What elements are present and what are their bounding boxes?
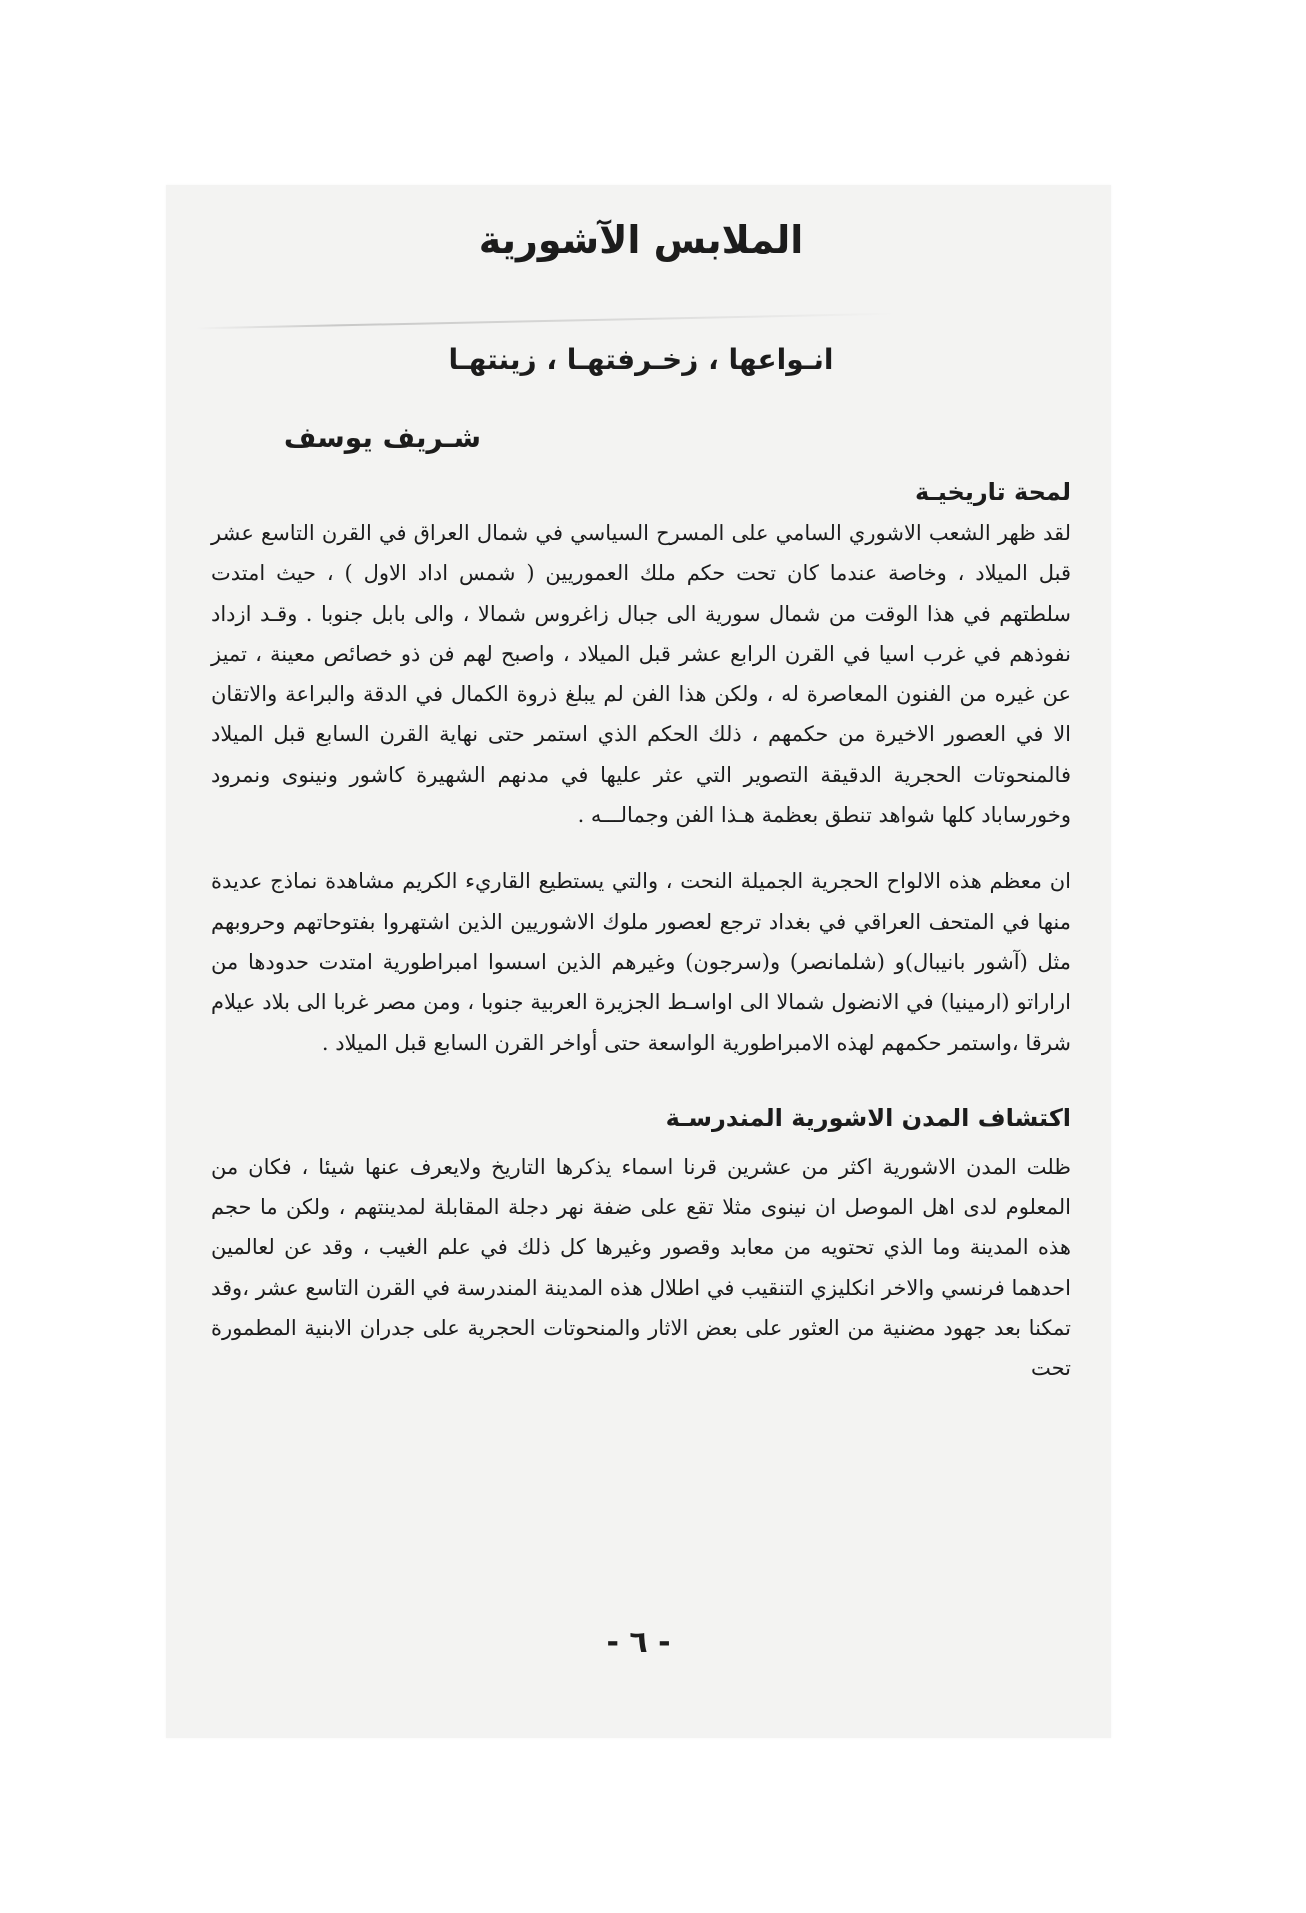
page-number: - ٦ - bbox=[606, 1625, 671, 1660]
paragraph: ان معظم هذه الالواح الحجرية الجميلة النحت ، والتي يستطيع القاريء الكريم مشاهدة نماذج عديدة منها في المتحف العراقي في بغداد ترجع لعصور ملوك الاشوريين الذين اشتهروا بفتوحاتهم وحروبهم مثل (آشور بانيبال)و (شلمانصر) و(سرجون) وغيرهم الذين اسسوا امبراطورية امتدت حدودها من اراراتو (ارمينيا) في الانضول شمالا الى اواسـط الجزيرة العربية جنوبا ، ومن مصر غربا الى بلاد عيلام شرقا ،واستمر حكمهم لهذه الامبراطورية الواسعة حتى أواخر القرن السابع قبل الميلاد . bbox=[211, 869, 1071, 1055]
article-subtitle: انـواعها ، زخـرفتهـا ، زينتهـا bbox=[448, 343, 834, 376]
article-title: الملابس الآشورية bbox=[478, 218, 804, 262]
paragraph: لقد ظهر الشعب الاشوري السامي على المسرح السياسي في شمال العراق في القرن التاسع عشر قبل الميلاد ، وخاصة عندما كان تحت حكم ملك العموريين ( شمس اداد الاول ) ، حيث امتدت سلطتهم في هذا الوقت من شمال سورية الى جبال زاغروس شمالا ، والى بابل جنوبا . وقـد ازداد نفوذهم في غرب اسيا في القرن الرابع عشر قبل الميلاد ، واصبح لهم فن ذو خصائص معينة ، تميز عن غيره من الفنون المعاصرة له ، ولكن هذا الفن لم يبلغ ذروة الكمال في الدقة والبراعة والاتقان الا في العصور الاخيرة من حكمهم ، ذلك الحكم الذي استمر حتى نهاية القرن السابع قبل الميلاد فالمنحوتات الحجرية الدقيقة التصوير التي عثر عليها في مدنهم الشهيرة كاشور ونينوى ونمرود وخورساباد كلها شواهد تنطق بعظمة هـذا الفن وجمالـــه . bbox=[211, 521, 1071, 828]
section-heading-discovery: اكتشاف المدن الاشورية المندرسـة bbox=[665, 1103, 1071, 1132]
page-content bbox=[211, 205, 1071, 1389]
article-author: شـريف يوسف bbox=[283, 421, 481, 454]
book-page bbox=[166, 185, 1111, 1738]
section-heading-history: لمحة تاريخيـة bbox=[914, 478, 1071, 506]
paragraph: ظلت المدن الاشورية اكثر من عشرين قرنا اسماء يذكرها التاريخ ولايعرف عنها شيئا ، فكان من المعلوم لدى اهل الموصل ان نينوى مثلا تقع على ضفة نهر دجلة المقابلة لمدينتهم ، ولكن ما حجم هذه المدينة وما الذي تحتويه من معابد وقصور وغيرها كل ذلك في علم الغيب ، وقد عن لعالمين احدهما فرنسي والاخر انكليزي التنقيب في اطلال هذه المدينة المندرسة في القرن التاسع عشر ،وقد تمكنا بعد جهود مضنية من العثور على بعض الاثار والمنحوتات الحجرية على جدران الابنية المطمورة تحت bbox=[211, 1154, 1071, 1381]
